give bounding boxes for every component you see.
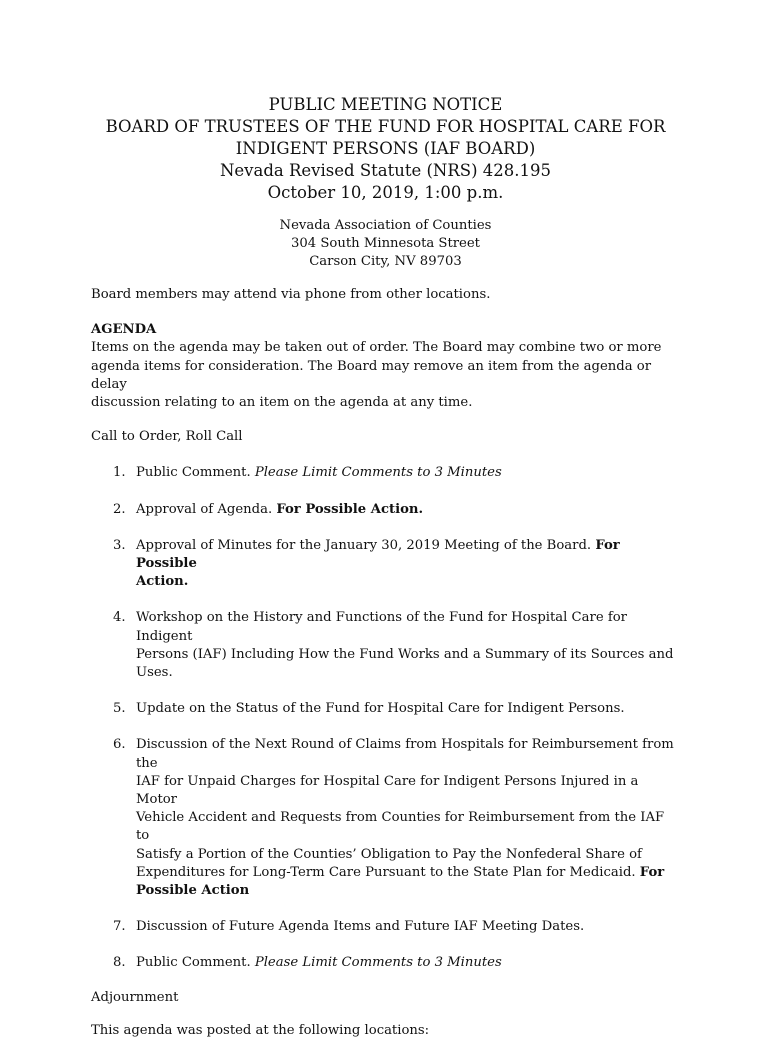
item-note: Please Limit Comments to 3 Minutes — [254, 955, 502, 971]
item-number: 5. — [113, 701, 126, 717]
agenda-item-8 — [91, 954, 680, 972]
item-line: Persons (IAF) Including How the Fund Works and a Summary of its Sources and — [136, 646, 674, 662]
agenda-intro-line: agenda items for consideration. The Board may remove an item from the agenda or delay — [91, 358, 651, 392]
agenda-intro-line: Items on the agenda may be taken out of order. The Board may combine two or more — [91, 340, 662, 356]
agenda-item-1 — [91, 464, 680, 482]
item-line: Expenditures for Long-Term Care Pursuant to the State Plan for Medicaid. — [136, 864, 640, 880]
agenda-item-2 — [91, 501, 680, 519]
location-city: Carson City, NV 89703 — [309, 254, 462, 269]
item-number: 6. — [113, 737, 126, 753]
agenda-item-6 — [91, 736, 680, 900]
item-text: Public Comment. — [136, 465, 255, 481]
item-text: Public Comment. — [136, 955, 255, 971]
call-to-order: Call to Order, Roll Call — [91, 429, 243, 445]
board-name-line-1: BOARD OF TRUSTEES OF THE FUND FOR HOSPITAL CARE FOR — [105, 117, 666, 136]
item-number: 3. — [113, 537, 126, 553]
agenda-list — [91, 464, 680, 972]
item-number: 7. — [113, 919, 126, 935]
item-line: Uses. — [136, 665, 173, 681]
agenda-item-5 — [91, 700, 680, 718]
agenda-item-3 — [91, 537, 680, 592]
agenda-heading: AGENDA — [91, 322, 157, 338]
item-text: Update on the Status of the Fund for Hospital Care for Indigent Persons. — [136, 701, 625, 717]
posting-locations-note: This agenda was posted at the following locations: — [91, 1022, 430, 1038]
action-label-cont: Possible Action — [136, 883, 250, 899]
agenda-item-4 — [91, 609, 680, 682]
notice-title-block — [91, 94, 680, 204]
item-text: Approval of Minutes for the January 30, 2019 Meeting of the Board. — [136, 537, 596, 553]
action-label: For — [639, 864, 665, 880]
attendance-note: Board members may attend via phone from other locations. — [91, 287, 491, 302]
location-street: 304 South Minnesota Street — [291, 236, 480, 251]
item-number: 4. — [113, 610, 126, 626]
item-line: Vehicle Accident and Requests from Counties for Reimbursement from the IAF to — [136, 810, 665, 844]
agenda-intro-line: discussion relating to an item on the agenda at any time. — [91, 395, 473, 411]
notice-title: PUBLIC MEETING NOTICE — [268, 95, 503, 114]
item-number: 1. — [113, 465, 126, 481]
location-org: Nevada Association of Counties — [279, 218, 492, 233]
action-label-cont: Action. — [136, 574, 189, 590]
board-name-line-2: INDIGENT PERSONS (IAF BOARD) — [235, 139, 536, 158]
item-line: Workshop on the History and Functions of the Fund for Hospital Care for Indigent — [136, 610, 627, 644]
action-label: For Possible Action. — [276, 501, 424, 517]
meeting-datetime: October 10, 2019, 1:00 p.m. — [267, 183, 504, 202]
action-label: For Possible — [136, 537, 620, 572]
item-text: Approval of Agenda. — [136, 501, 277, 517]
statute-reference: Nevada Revised Statute (NRS) 428.195 — [219, 161, 551, 180]
agenda-item-7 — [91, 918, 680, 936]
agenda-intro — [91, 339, 680, 412]
item-line: IAF for Unpaid Charges for Hospital Care for Indigent Persons Injured in a Motor — [136, 773, 639, 808]
item-text: Discussion of Future Agenda Items and Future IAF Meeting Dates. — [136, 919, 585, 935]
item-line: Satisfy a Portion of the Counties’ Obligation to Pay the Nonfederal Share of — [136, 846, 642, 862]
item-number: 2. — [113, 501, 126, 517]
adjournment: Adjournment — [91, 989, 179, 1005]
item-line: Discussion of the Next Round of Claims from Hospitals for Reimbursement from the — [136, 737, 674, 771]
item-note: Please Limit Comments to 3 Minutes — [254, 465, 502, 481]
item-number: 8. — [113, 955, 126, 971]
meeting-location — [91, 217, 680, 271]
